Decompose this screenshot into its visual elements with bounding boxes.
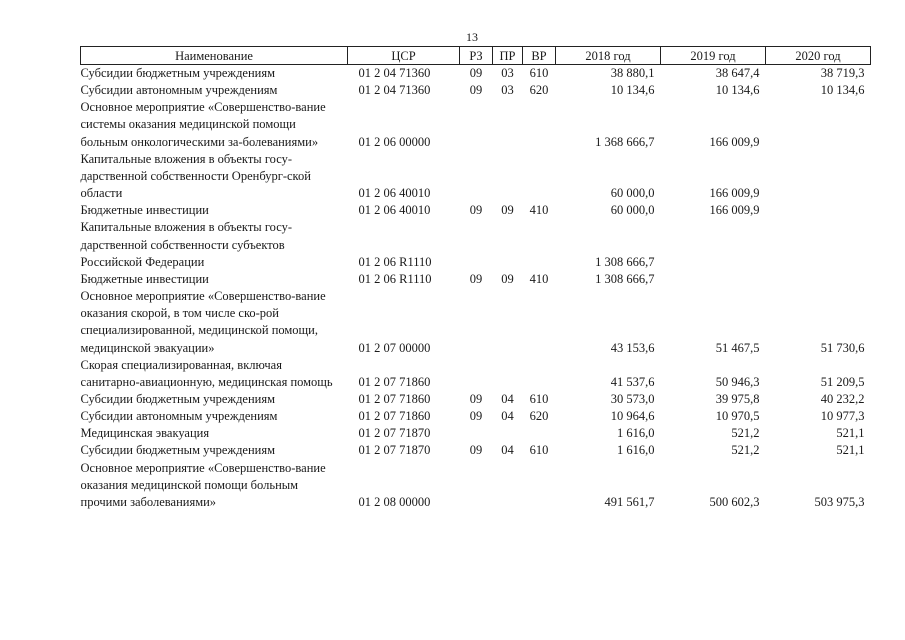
row-pr: 04 — [501, 443, 514, 458]
table-row — [81, 425, 871, 442]
row-2018: 491 561,7 — [604, 494, 655, 509]
row-pr — [493, 288, 523, 357]
row-csr: 01 2 07 71870 — [358, 443, 431, 458]
row-rz: 09 — [469, 66, 483, 80]
row-2018: 1 308 666,7 — [595, 254, 655, 269]
row-rz: 09 — [469, 443, 483, 458]
table-header — [81, 47, 871, 65]
row-csr: 01 2 06 00000 — [358, 134, 431, 149]
table-row — [81, 202, 871, 219]
row-name: Основное мероприятие «Совершенство-вание оказания медицинской помощи больным прочими заболеваниями» — [80, 460, 326, 509]
row-2018: 10 964,6 — [610, 409, 655, 424]
row-pr: 04 — [501, 391, 514, 406]
row-2020: 51 730,6 — [820, 340, 865, 355]
row-2018: 1 368 666,7 — [595, 134, 655, 149]
row-vr — [523, 151, 556, 202]
row-name: Бюджетные инвестиции — [80, 271, 209, 286]
row-rz: 09 — [469, 271, 483, 286]
row-2019: 10 134,6 — [715, 83, 760, 98]
table-row — [81, 271, 871, 288]
row-csr: 01 2 07 71870 — [358, 426, 431, 441]
header-rz: РЗ — [460, 47, 493, 65]
row-2018: 38 880,1 — [610, 66, 655, 80]
header-pr: ПР — [493, 47, 523, 65]
row-2019: 10 970,5 — [715, 409, 760, 424]
budget-table — [80, 46, 871, 511]
row-2019 — [661, 271, 766, 288]
header-csr: ЦСР — [348, 47, 460, 65]
row-name: Капитальные вложения в объекты госу-дарственной собственности Оренбург-ской области — [80, 151, 311, 201]
row-rz — [460, 151, 493, 202]
table-row — [81, 408, 871, 425]
row-csr: 01 2 04 71360 — [358, 66, 431, 80]
row-2020 — [766, 151, 871, 202]
row-name: Субсидии автономным учреждениям — [80, 83, 278, 98]
row-vr: 410 — [529, 271, 549, 286]
row-pr — [493, 357, 523, 391]
table-row — [81, 460, 871, 511]
header-2018: 2018 год — [556, 47, 661, 65]
table-row — [81, 151, 871, 202]
row-2018: 1 616,0 — [617, 426, 655, 441]
table-row — [81, 391, 871, 408]
row-vr: 610 — [529, 66, 549, 80]
row-rz — [460, 219, 493, 270]
row-2018: 1 616,0 — [617, 443, 655, 458]
row-csr: 01 2 08 00000 — [358, 494, 431, 509]
row-2020 — [766, 271, 871, 288]
row-2020: 10 134,6 — [820, 83, 865, 98]
header-row — [81, 47, 871, 65]
row-pr: 09 — [501, 203, 514, 218]
header-2019: 2019 год — [661, 47, 766, 65]
row-2018: 30 573,0 — [610, 391, 655, 406]
row-vr: 610 — [529, 391, 549, 406]
row-csr: 01 2 06 R1110 — [358, 254, 432, 269]
table-row — [81, 82, 871, 99]
row-vr — [523, 460, 556, 511]
table-body — [81, 65, 871, 512]
row-2019: 166 009,9 — [709, 134, 760, 149]
row-csr: 01 2 07 71860 — [358, 409, 431, 424]
row-2019: 39 975,8 — [715, 391, 760, 406]
row-2019: 166 009,9 — [709, 203, 760, 218]
row-csr: 01 2 07 71860 — [358, 391, 431, 406]
row-2020 — [766, 99, 871, 150]
row-rz: 09 — [469, 83, 483, 98]
table-row — [81, 288, 871, 357]
row-name: Основное мероприятие «Совершенство-вание системы оказания медицинской помощи больным онкологическими за-болеваниями» — [80, 100, 326, 149]
row-name: Медицинская эвакуация — [80, 426, 210, 441]
row-2020: 10 977,3 — [820, 409, 865, 424]
row-2020: 503 975,3 — [814, 494, 865, 509]
row-pr: 03 — [501, 83, 514, 98]
row-2019: 521,2 — [731, 443, 760, 458]
row-rz — [460, 425, 493, 442]
row-2020: 40 232,2 — [820, 391, 865, 406]
row-2020: 38 719,3 — [820, 66, 865, 80]
row-2018: 41 537,6 — [610, 374, 655, 389]
row-name: Основное мероприятие «Совершенство-вание оказания скорой, в том числе ско-рой специализированной, медицинской помощи, медицинской эвакуации» — [80, 289, 326, 355]
row-csr: 01 2 06 40010 — [358, 186, 431, 201]
row-name: Субсидии бюджетным учреждениям — [80, 443, 276, 458]
row-2019: 50 946,3 — [715, 374, 760, 389]
table-row — [81, 357, 871, 391]
row-csr: 01 2 07 71860 — [358, 374, 431, 389]
row-pr: 09 — [501, 271, 514, 286]
row-2020: 51 209,5 — [820, 374, 865, 389]
row-vr — [523, 288, 556, 357]
row-pr — [493, 99, 523, 150]
row-rz — [460, 99, 493, 150]
row-name: Субсидии бюджетным учреждениям — [80, 391, 276, 406]
row-rz: 09 — [469, 409, 483, 424]
row-name: Капитальные вложения в объекты госу-дарственной собственности субъектов Российской Федерации — [80, 220, 292, 269]
row-name: Скорая специализированная, включая санитарно-авиационную, медицинская помощь — [80, 357, 333, 389]
row-vr: 620 — [529, 83, 549, 98]
row-2019 — [661, 219, 766, 270]
row-vr — [523, 425, 556, 442]
row-2019: 521,2 — [731, 426, 760, 441]
row-2020: 521,1 — [836, 426, 865, 441]
row-csr: 01 2 06 40010 — [358, 203, 431, 218]
row-2020 — [766, 202, 871, 219]
row-rz — [460, 288, 493, 357]
row-pr: 04 — [501, 409, 514, 424]
row-name: Субсидии бюджетным учреждениям — [80, 66, 276, 80]
header-2020: 2020 год — [766, 47, 871, 65]
row-2019: 166 009,9 — [709, 186, 760, 201]
row-vr — [523, 99, 556, 150]
row-csr: 01 2 06 R1110 — [358, 271, 432, 286]
row-vr: 610 — [529, 443, 549, 458]
row-vr — [523, 219, 556, 270]
row-rz: 09 — [469, 391, 483, 406]
row-2018: 43 153,6 — [610, 340, 655, 355]
row-rz: 09 — [469, 203, 483, 218]
row-2018: 60 000,0 — [610, 186, 655, 201]
row-rz — [460, 460, 493, 511]
page-number: 13 — [466, 30, 478, 44]
row-rz — [460, 357, 493, 391]
table-row — [81, 99, 871, 150]
header-name: Наименование — [81, 47, 348, 65]
table-row — [81, 442, 871, 459]
row-pr: 03 — [501, 66, 514, 80]
row-vr — [523, 357, 556, 391]
row-2018: 60 000,0 — [610, 203, 655, 218]
row-2019: 38 647,4 — [715, 66, 760, 80]
row-vr: 620 — [529, 409, 549, 424]
row-2019: 500 602,3 — [709, 494, 760, 509]
header-vr: ВР — [523, 47, 556, 65]
row-2020: 521,1 — [836, 443, 865, 458]
row-name: Субсидии автономным учреждениям — [80, 409, 278, 424]
row-2019: 51 467,5 — [715, 340, 760, 355]
row-2018: 10 134,6 — [610, 83, 655, 98]
row-2020 — [766, 219, 871, 270]
row-pr — [493, 219, 523, 270]
table-row — [81, 65, 871, 83]
row-pr — [493, 460, 523, 511]
row-vr: 410 — [529, 203, 549, 218]
row-pr — [493, 425, 523, 442]
table-row — [81, 219, 871, 270]
row-pr — [493, 151, 523, 202]
row-csr: 01 2 07 00000 — [358, 340, 431, 355]
row-2018: 1 308 666,7 — [595, 271, 655, 286]
row-csr: 01 2 04 71360 — [358, 83, 431, 98]
row-name: Бюджетные инвестиции — [80, 203, 209, 218]
